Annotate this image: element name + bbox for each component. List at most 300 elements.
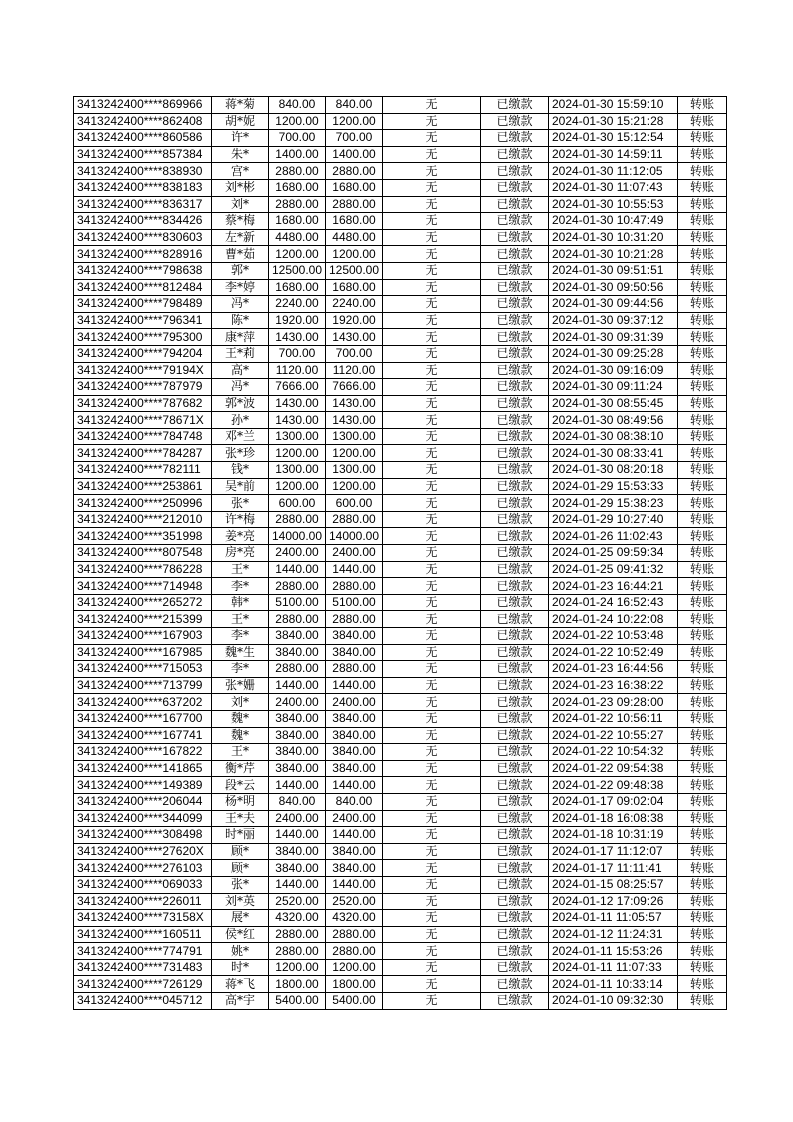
discount-cell: 无 [383, 412, 481, 429]
amount-due-cell: 2880.00 [269, 661, 326, 678]
payment-method-cell: 转账 [678, 312, 727, 329]
table-row [74, 943, 727, 960]
discount-cell: 无 [383, 793, 481, 810]
id-number-cell: 3413242400****069033 [74, 876, 212, 893]
amount-due-cell: 1120.00 [269, 362, 326, 379]
payment-method-cell: 转账 [678, 445, 727, 462]
payment-method-cell: 转账 [678, 246, 727, 263]
payment-time-cell: 2024-01-25 09:59:34 [549, 545, 678, 562]
table-row [74, 744, 727, 761]
amount-paid-cell: 2520.00 [326, 893, 383, 910]
discount-cell: 无 [383, 345, 481, 362]
amount-paid-cell: 1680.00 [326, 179, 383, 196]
table-row [74, 843, 727, 860]
payment-status-cell: 已缴款 [481, 113, 549, 130]
discount-cell: 无 [383, 611, 481, 628]
payment-time-cell: 2024-01-30 09:44:56 [549, 296, 678, 313]
payment-time-cell: 2024-01-15 08:25:57 [549, 876, 678, 893]
name-cell: 吴*前 [212, 478, 269, 495]
amount-due-cell: 3840.00 [269, 710, 326, 727]
payment-status-cell: 已缴款 [481, 661, 549, 678]
id-number-cell: 3413242400****830603 [74, 229, 212, 246]
discount-cell: 无 [383, 511, 481, 528]
discount-cell: 无 [383, 312, 481, 329]
discount-cell: 无 [383, 677, 481, 694]
amount-paid-cell: 1200.00 [326, 246, 383, 263]
amount-paid-cell: 1440.00 [326, 876, 383, 893]
payment-time-cell: 2024-01-30 15:21:28 [549, 113, 678, 130]
table-row [74, 810, 727, 827]
id-number-cell: 3413242400****250996 [74, 495, 212, 512]
id-number-cell: 3413242400****215399 [74, 611, 212, 628]
amount-due-cell: 1800.00 [269, 976, 326, 993]
payment-time-cell: 2024-01-29 10:27:40 [549, 511, 678, 528]
amount-paid-cell: 3840.00 [326, 744, 383, 761]
amount-paid-cell: 1440.00 [326, 827, 383, 844]
discount-cell: 无 [383, 329, 481, 346]
discount-cell: 无 [383, 462, 481, 479]
payment-method-cell: 转账 [678, 545, 727, 562]
id-number-cell: 3413242400****726129 [74, 976, 212, 993]
id-number-cell: 3413242400****857384 [74, 146, 212, 163]
payment-status-cell: 已缴款 [481, 611, 549, 628]
id-number-cell: 3413242400****838930 [74, 163, 212, 180]
amount-due-cell: 1300.00 [269, 462, 326, 479]
payment-method-cell: 转账 [678, 130, 727, 147]
payment-status-cell: 已缴款 [481, 179, 549, 196]
payment-method-cell: 转账 [678, 661, 727, 678]
payment-method-cell: 转账 [678, 362, 727, 379]
table-row [74, 710, 727, 727]
name-cell: 邓*兰 [212, 428, 269, 445]
payment-time-cell: 2024-01-30 09:11:24 [549, 379, 678, 396]
name-cell: 时* [212, 959, 269, 976]
payment-status-cell: 已缴款 [481, 926, 549, 943]
discount-cell: 无 [383, 478, 481, 495]
amount-paid-cell: 1440.00 [326, 777, 383, 794]
amount-due-cell: 5400.00 [269, 993, 326, 1010]
payment-time-cell: 2024-01-10 09:32:30 [549, 993, 678, 1010]
discount-cell: 无 [383, 860, 481, 877]
id-number-cell: 3413242400****308498 [74, 827, 212, 844]
payment-method-cell: 转账 [678, 478, 727, 495]
amount-paid-cell: 1300.00 [326, 462, 383, 479]
payment-method-cell: 转账 [678, 146, 727, 163]
amount-due-cell: 1200.00 [269, 445, 326, 462]
table-row [74, 694, 727, 711]
payment-status-cell: 已缴款 [481, 130, 549, 147]
discount-cell: 无 [383, 644, 481, 661]
table-row [74, 163, 727, 180]
payment-status-cell: 已缴款 [481, 262, 549, 279]
payment-status-cell: 已缴款 [481, 528, 549, 545]
table-row [74, 462, 727, 479]
payment-method-cell: 转账 [678, 710, 727, 727]
discount-cell: 无 [383, 262, 481, 279]
name-cell: 郭*波 [212, 395, 269, 412]
payment-status-cell: 已缴款 [481, 710, 549, 727]
payment-status-cell: 已缴款 [481, 196, 549, 213]
name-cell: 韩* [212, 594, 269, 611]
amount-paid-cell: 1680.00 [326, 279, 383, 296]
payment-time-cell: 2024-01-17 11:12:07 [549, 843, 678, 860]
id-number-cell: 3413242400****784748 [74, 428, 212, 445]
amount-paid-cell: 1200.00 [326, 478, 383, 495]
table-row [74, 262, 727, 279]
name-cell: 王* [212, 561, 269, 578]
table-body [74, 97, 727, 1010]
name-cell: 魏* [212, 710, 269, 727]
name-cell: 侯*红 [212, 926, 269, 943]
table-row [74, 97, 727, 114]
name-cell: 左*新 [212, 229, 269, 246]
discount-cell: 无 [383, 130, 481, 147]
amount-paid-cell: 700.00 [326, 345, 383, 362]
discount-cell: 无 [383, 661, 481, 678]
amount-paid-cell: 3840.00 [326, 843, 383, 860]
table-row [74, 976, 727, 993]
name-cell: 王*夫 [212, 810, 269, 827]
payment-status-cell: 已缴款 [481, 146, 549, 163]
payment-status-cell: 已缴款 [481, 462, 549, 479]
table-row [74, 511, 727, 528]
amount-paid-cell: 3840.00 [326, 727, 383, 744]
discount-cell: 无 [383, 926, 481, 943]
payment-status-cell: 已缴款 [481, 362, 549, 379]
discount-cell: 无 [383, 993, 481, 1010]
discount-cell: 无 [383, 710, 481, 727]
payment-method-cell: 转账 [678, 379, 727, 396]
name-cell: 李* [212, 578, 269, 595]
id-number-cell: 3413242400****786228 [74, 561, 212, 578]
id-number-cell: 3413242400****167741 [74, 727, 212, 744]
payment-status-cell: 已缴款 [481, 379, 549, 396]
discount-cell: 无 [383, 777, 481, 794]
table-row [74, 312, 727, 329]
amount-due-cell: 14000.00 [269, 528, 326, 545]
payment-status-cell: 已缴款 [481, 246, 549, 263]
payment-method-cell: 转账 [678, 976, 727, 993]
discount-cell: 无 [383, 545, 481, 562]
amount-paid-cell: 1200.00 [326, 113, 383, 130]
amount-paid-cell: 1120.00 [326, 362, 383, 379]
payment-status-cell: 已缴款 [481, 628, 549, 645]
payment-time-cell: 2024-01-30 08:55:45 [549, 395, 678, 412]
table-row [74, 445, 727, 462]
discount-cell: 无 [383, 428, 481, 445]
payment-method-cell: 转账 [678, 561, 727, 578]
amount-paid-cell: 2880.00 [326, 943, 383, 960]
payment-method-cell: 转账 [678, 345, 727, 362]
amount-paid-cell: 1440.00 [326, 677, 383, 694]
amount-paid-cell: 2880.00 [326, 661, 383, 678]
payment-method-cell: 转账 [678, 279, 727, 296]
payment-status-cell: 已缴款 [481, 578, 549, 595]
payment-method-cell: 转账 [678, 462, 727, 479]
discount-cell: 无 [383, 246, 481, 263]
payment-time-cell: 2024-01-29 15:38:23 [549, 495, 678, 512]
amount-due-cell: 2240.00 [269, 296, 326, 313]
amount-due-cell: 1440.00 [269, 561, 326, 578]
payment-method-cell: 转账 [678, 578, 727, 595]
discount-cell: 无 [383, 876, 481, 893]
id-number-cell: 3413242400****149389 [74, 777, 212, 794]
payment-status-cell: 已缴款 [481, 993, 549, 1010]
name-cell: 魏* [212, 727, 269, 744]
payment-method-cell: 转账 [678, 163, 727, 180]
payment-method-cell: 转账 [678, 876, 727, 893]
payment-method-cell: 转账 [678, 412, 727, 429]
discount-cell: 无 [383, 561, 481, 578]
amount-paid-cell: 2880.00 [326, 926, 383, 943]
payment-time-cell: 2024-01-18 16:08:38 [549, 810, 678, 827]
table-row [74, 196, 727, 213]
amount-paid-cell: 2400.00 [326, 810, 383, 827]
payment-time-cell: 2024-01-23 16:38:22 [549, 677, 678, 694]
name-cell: 张* [212, 876, 269, 893]
table-row [74, 793, 727, 810]
payment-method-cell: 转账 [678, 843, 727, 860]
payment-status-cell: 已缴款 [481, 843, 549, 860]
payment-time-cell: 2024-01-22 09:54:38 [549, 760, 678, 777]
amount-due-cell: 7666.00 [269, 379, 326, 396]
amount-paid-cell: 14000.00 [326, 528, 383, 545]
payment-status-cell: 已缴款 [481, 777, 549, 794]
name-cell: 康*萍 [212, 329, 269, 346]
table-row [74, 644, 727, 661]
table-row [74, 578, 727, 595]
table-row [74, 179, 727, 196]
discount-cell: 无 [383, 163, 481, 180]
discount-cell: 无 [383, 296, 481, 313]
payment-status-cell: 已缴款 [481, 959, 549, 976]
id-number-cell: 3413242400****787979 [74, 379, 212, 396]
amount-due-cell: 3840.00 [269, 727, 326, 744]
amount-due-cell: 1400.00 [269, 146, 326, 163]
amount-paid-cell: 5400.00 [326, 993, 383, 1010]
payment-time-cell: 2024-01-22 10:53:48 [549, 628, 678, 645]
payment-method-cell: 转账 [678, 644, 727, 661]
amount-due-cell: 1920.00 [269, 312, 326, 329]
name-cell: 张*珍 [212, 445, 269, 462]
payment-time-cell: 2024-01-30 08:20:18 [549, 462, 678, 479]
payment-method-cell: 转账 [678, 760, 727, 777]
payment-time-cell: 2024-01-11 11:07:33 [549, 959, 678, 976]
payment-method-cell: 转账 [678, 196, 727, 213]
amount-paid-cell: 1430.00 [326, 329, 383, 346]
amount-due-cell: 2880.00 [269, 943, 326, 960]
amount-due-cell: 1440.00 [269, 827, 326, 844]
payment-status-cell: 已缴款 [481, 545, 549, 562]
payment-status-cell: 已缴款 [481, 97, 549, 114]
name-cell: 衡*芹 [212, 760, 269, 777]
name-cell: 蒋*飞 [212, 976, 269, 993]
table-row [74, 677, 727, 694]
discount-cell: 无 [383, 213, 481, 230]
discount-cell: 无 [383, 146, 481, 163]
name-cell: 冯* [212, 296, 269, 313]
payment-time-cell: 2024-01-30 09:37:12 [549, 312, 678, 329]
payment-method-cell: 转账 [678, 528, 727, 545]
name-cell: 郭* [212, 262, 269, 279]
amount-paid-cell: 5100.00 [326, 594, 383, 611]
payment-status-cell: 已缴款 [481, 976, 549, 993]
payment-time-cell: 2024-01-30 08:33:41 [549, 445, 678, 462]
discount-cell: 无 [383, 97, 481, 114]
payment-method-cell: 转账 [678, 860, 727, 877]
amount-paid-cell: 2880.00 [326, 611, 383, 628]
id-number-cell: 3413242400****167985 [74, 644, 212, 661]
id-number-cell: 3413242400****862408 [74, 113, 212, 130]
table-row [74, 827, 727, 844]
payment-status-cell: 已缴款 [481, 876, 549, 893]
table-row [74, 594, 727, 611]
payment-time-cell: 2024-01-30 11:12:05 [549, 163, 678, 180]
amount-due-cell: 1440.00 [269, 677, 326, 694]
payment-status-cell: 已缴款 [481, 594, 549, 611]
discount-cell: 无 [383, 113, 481, 130]
name-cell: 顾* [212, 860, 269, 877]
name-cell: 时*丽 [212, 827, 269, 844]
payment-status-cell: 已缴款 [481, 395, 549, 412]
discount-cell: 无 [383, 760, 481, 777]
payment-method-cell: 转账 [678, 810, 727, 827]
payment-method-cell: 转账 [678, 827, 727, 844]
name-cell: 朱* [212, 146, 269, 163]
payment-time-cell: 2024-01-23 09:28:00 [549, 694, 678, 711]
id-number-cell: 3413242400****794204 [74, 345, 212, 362]
amount-due-cell: 2880.00 [269, 196, 326, 213]
amount-paid-cell: 1200.00 [326, 445, 383, 462]
payment-status-cell: 已缴款 [481, 760, 549, 777]
payment-time-cell: 2024-01-30 09:51:51 [549, 262, 678, 279]
id-number-cell: 3413242400****774791 [74, 943, 212, 960]
id-number-cell: 3413242400****226011 [74, 893, 212, 910]
id-number-cell: 3413242400****27620X [74, 843, 212, 860]
payment-time-cell: 2024-01-18 10:31:19 [549, 827, 678, 844]
amount-paid-cell: 2880.00 [326, 578, 383, 595]
amount-due-cell: 840.00 [269, 97, 326, 114]
amount-due-cell: 1680.00 [269, 279, 326, 296]
name-cell: 宫* [212, 163, 269, 180]
table-row [74, 495, 727, 512]
payment-time-cell: 2024-01-22 10:54:32 [549, 744, 678, 761]
discount-cell: 无 [383, 179, 481, 196]
id-number-cell: 3413242400****860586 [74, 130, 212, 147]
payment-status-cell: 已缴款 [481, 910, 549, 927]
amount-due-cell: 2400.00 [269, 810, 326, 827]
amount-due-cell: 3840.00 [269, 744, 326, 761]
amount-due-cell: 700.00 [269, 130, 326, 147]
id-number-cell: 3413242400****787682 [74, 395, 212, 412]
amount-due-cell: 1200.00 [269, 478, 326, 495]
amount-paid-cell: 3840.00 [326, 710, 383, 727]
id-number-cell: 3413242400****351998 [74, 528, 212, 545]
table-row [74, 727, 727, 744]
id-number-cell: 3413242400****265272 [74, 594, 212, 611]
payment-time-cell: 2024-01-30 09:31:39 [549, 329, 678, 346]
amount-due-cell: 2400.00 [269, 545, 326, 562]
name-cell: 顾* [212, 843, 269, 860]
payment-method-cell: 转账 [678, 727, 727, 744]
payment-status-cell: 已缴款 [481, 893, 549, 910]
id-number-cell: 3413242400****869966 [74, 97, 212, 114]
table-row [74, 379, 727, 396]
amount-paid-cell: 4480.00 [326, 229, 383, 246]
payment-time-cell: 2024-01-30 09:16:09 [549, 362, 678, 379]
payment-method-cell: 转账 [678, 910, 727, 927]
payment-time-cell: 2024-01-30 10:55:53 [549, 196, 678, 213]
name-cell: 张* [212, 495, 269, 512]
name-cell: 刘*彬 [212, 179, 269, 196]
discount-cell: 无 [383, 279, 481, 296]
discount-cell: 无 [383, 528, 481, 545]
payment-status-cell: 已缴款 [481, 296, 549, 313]
payment-time-cell: 2024-01-24 16:52:43 [549, 594, 678, 611]
payment-method-cell: 转账 [678, 262, 727, 279]
amount-due-cell: 2880.00 [269, 511, 326, 528]
payment-records-table [73, 96, 727, 1010]
table-row [74, 760, 727, 777]
amount-due-cell: 2880.00 [269, 578, 326, 595]
name-cell: 蔡*梅 [212, 213, 269, 230]
payment-status-cell: 已缴款 [481, 943, 549, 960]
amount-paid-cell: 2880.00 [326, 196, 383, 213]
amount-paid-cell: 1300.00 [326, 428, 383, 445]
name-cell: 陈* [212, 312, 269, 329]
payment-method-cell: 转账 [678, 694, 727, 711]
payment-status-cell: 已缴款 [481, 229, 549, 246]
table-row [74, 395, 727, 412]
amount-due-cell: 4320.00 [269, 910, 326, 927]
amount-paid-cell: 2400.00 [326, 545, 383, 562]
amount-due-cell: 5100.00 [269, 594, 326, 611]
id-number-cell: 3413242400****141865 [74, 760, 212, 777]
name-cell: 刘*英 [212, 893, 269, 910]
id-number-cell: 3413242400****045712 [74, 993, 212, 1010]
amount-paid-cell: 840.00 [326, 793, 383, 810]
amount-due-cell: 2880.00 [269, 926, 326, 943]
name-cell: 王*莉 [212, 345, 269, 362]
payment-time-cell: 2024-01-30 10:31:20 [549, 229, 678, 246]
payment-status-cell: 已缴款 [481, 860, 549, 877]
table-row [74, 146, 727, 163]
name-cell: 段*云 [212, 777, 269, 794]
payment-status-cell: 已缴款 [481, 511, 549, 528]
discount-cell: 无 [383, 910, 481, 927]
amount-due-cell: 3840.00 [269, 760, 326, 777]
discount-cell: 无 [383, 445, 481, 462]
table-row [74, 910, 727, 927]
table-row [74, 893, 727, 910]
discount-cell: 无 [383, 379, 481, 396]
payment-status-cell: 已缴款 [481, 329, 549, 346]
name-cell: 张*姗 [212, 677, 269, 694]
payment-method-cell: 转账 [678, 744, 727, 761]
table-row [74, 661, 727, 678]
payment-time-cell: 2024-01-22 10:56:11 [549, 710, 678, 727]
name-cell: 杨*明 [212, 793, 269, 810]
table-row [74, 876, 727, 893]
amount-paid-cell: 600.00 [326, 495, 383, 512]
id-number-cell: 3413242400****276103 [74, 860, 212, 877]
name-cell: 孙* [212, 412, 269, 429]
amount-paid-cell: 1680.00 [326, 213, 383, 230]
id-number-cell: 3413242400****167822 [74, 744, 212, 761]
payment-status-cell: 已缴款 [481, 561, 549, 578]
table-row [74, 412, 727, 429]
payment-status-cell: 已缴款 [481, 644, 549, 661]
